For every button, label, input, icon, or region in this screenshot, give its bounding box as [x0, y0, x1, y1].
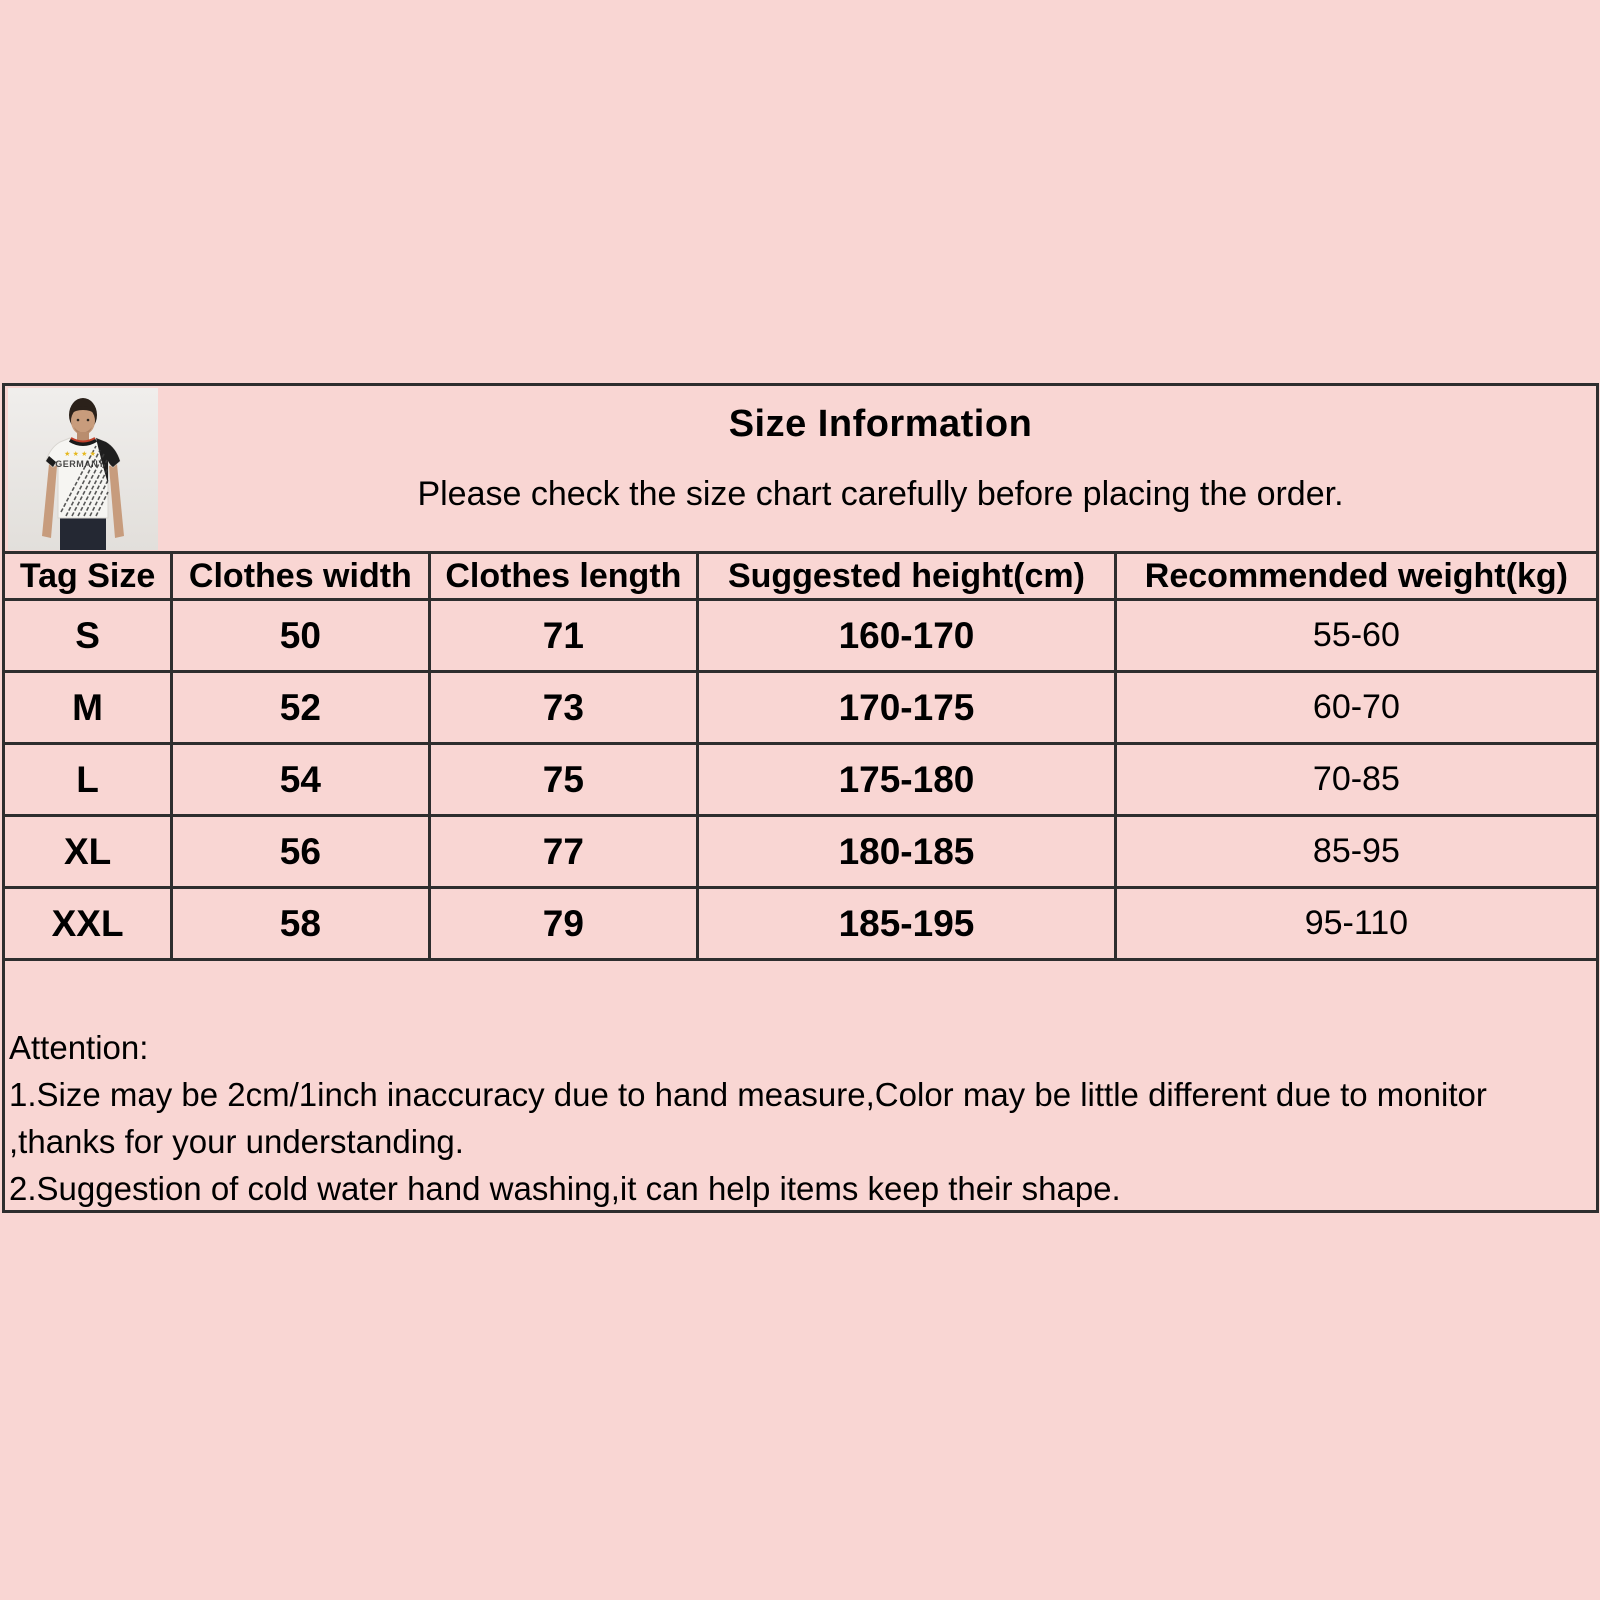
cell-suggested-height: 185-195 [698, 888, 1116, 960]
cell-recommended-weight: 70-85 [1115, 744, 1597, 816]
cell-suggested-height: 170-175 [698, 672, 1116, 744]
cell-clothes-width: 56 [172, 816, 429, 888]
col-header-clothes-length: Clothes length [429, 553, 698, 600]
table-row-m [4, 672, 1598, 744]
content-box [2, 383, 1599, 1213]
shorts [60, 516, 106, 550]
header-area [165, 386, 1596, 551]
table-row-xl [4, 816, 1598, 888]
cell-tag-size: XL [4, 816, 172, 888]
attention-heading: Attention: [9, 1029, 149, 1066]
cell-recommended-weight: 55-60 [1115, 600, 1597, 672]
cell-clothes-length: 75 [429, 744, 698, 816]
eye-right [87, 419, 90, 422]
cell-recommended-weight: 85-95 [1115, 816, 1597, 888]
cell-tag-size: S [4, 600, 172, 672]
cell-tag-size: M [4, 672, 172, 744]
cell-tag-size: XXL [4, 888, 172, 960]
table-row-l [4, 744, 1598, 816]
shirt-text: GERMANY [55, 459, 105, 469]
subtitle: Please check the size chart carefully before placing the order. [417, 475, 1344, 513]
stars-icon: ★ ★ ★ ★ [64, 450, 96, 458]
cell-suggested-height: 175-180 [698, 744, 1116, 816]
col-header-recommended-weight: Recommended weight(kg) [1115, 553, 1597, 600]
attention-line-1: 1.Size may be 2cm/1inch inaccuracy due to hand measure,Color may be little different due to monitor ,thanks for your understanding. [9, 1076, 1487, 1160]
col-header-suggested-height: Suggested height(cm) [698, 553, 1116, 600]
col-header-clothes-width: Clothes width [172, 553, 429, 600]
table-header-row [4, 553, 1598, 600]
cell-recommended-weight: 95-110 [1115, 888, 1597, 960]
cell-clothes-length: 71 [429, 600, 698, 672]
attention-section [9, 1024, 1591, 1212]
neck [77, 432, 89, 441]
size-table [2, 551, 1599, 961]
cell-clothes-width: 50 [172, 600, 429, 672]
cell-suggested-height: 160-170 [698, 600, 1116, 672]
cell-clothes-width: 52 [172, 672, 429, 744]
attention-line-2: 2.Suggestion of cold water hand washing,it can help items keep their shape. [9, 1170, 1121, 1207]
cell-clothes-width: 58 [172, 888, 429, 960]
cell-suggested-height: 180-185 [698, 816, 1116, 888]
product-photo [8, 388, 158, 550]
product-photo-graphic [8, 388, 158, 550]
cell-tag-size: L [4, 744, 172, 816]
table-row-xxl [4, 888, 1598, 960]
cell-clothes-width: 54 [172, 744, 429, 816]
table-row-s [4, 600, 1598, 672]
col-header-tag-size: Tag Size [4, 553, 172, 600]
cell-recommended-weight: 60-70 [1115, 672, 1597, 744]
cell-clothes-length: 79 [429, 888, 698, 960]
page-title: Size Information [728, 403, 1033, 445]
eye-left [77, 419, 80, 422]
cell-clothes-length: 73 [429, 672, 698, 744]
cell-clothes-length: 77 [429, 816, 698, 888]
